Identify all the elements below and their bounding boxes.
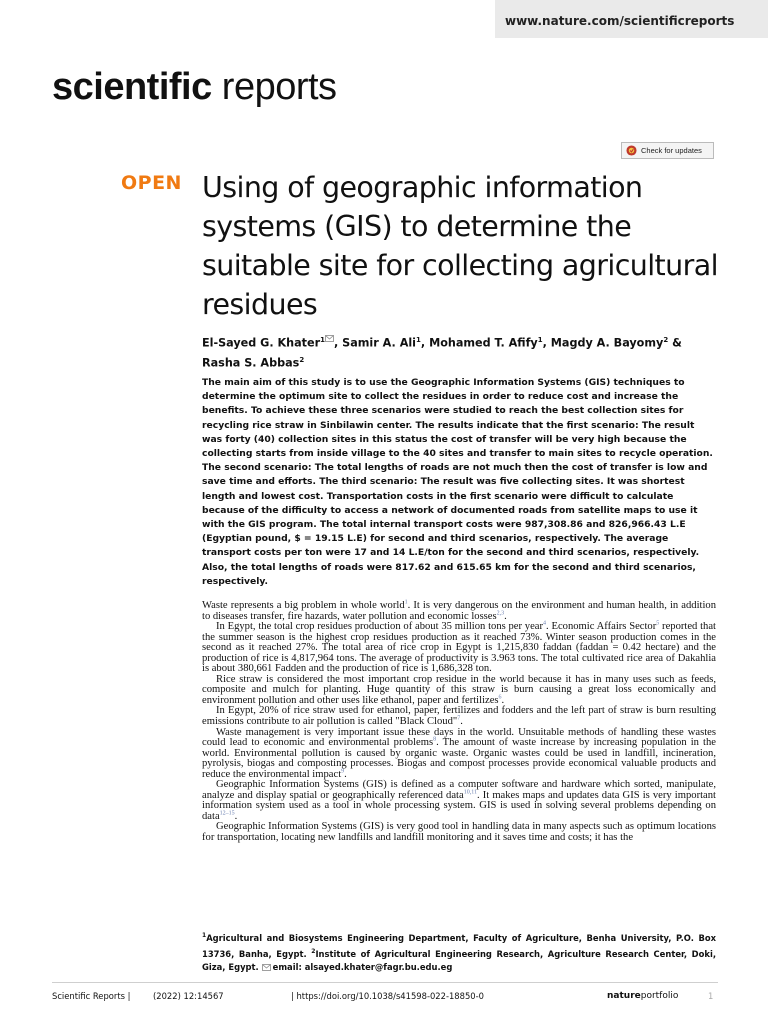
affiliations bbox=[202, 929, 716, 974]
brand-bold: nature bbox=[607, 991, 641, 1001]
body-paragraph: Geographic Information Systems (GIS) is defined as a computer software and hardware which sorted, manipulate, analyze and display spatial or geographically referenced data$^{10,11}$. It makes maps and updates data GIS is very important information system used as a tool in whole processing system. GIS is used in solving several problems depending on data$^{12-15}$. bbox=[202, 779, 717, 822]
author-name[interactable]: Mohamed T. Afify bbox=[429, 336, 538, 350]
brand-regular: portfolio bbox=[640, 991, 679, 1001]
body-paragraph: In Egypt, the total crop residues production of about 35 million tons per year$^4$. Economic Affairs Sector$^5$ reported that the summer season is the highest crop residues production as it reached 73%. Winter season production comes in the second as it reached 27%. The total area of rice crop in Egypt is 1,215,830 faddan (faddan = 0.42 hectare) and the production of rice is 4,817,964 tons. The average of productivity is 3.963 tons. The total cultivated rice area of Dakahlia is about 380,661 Fadden and the production of rice is 1,686,328 ton. bbox=[202, 620, 716, 675]
body-paragraph: Waste management is very important issue these days in the world. Unsuitable methods of handling these wastes could lead to economic and environmental problems$^8$. The amount of waste increase by increasing population in the world. Environmental pollution is caused by organic waste. Organic wastes could be used in landfill, incineration, pyrolysis, biogas and composting processes. Biogas and compost processes provide economical valuable products and reduce the environmental impact$^9$. bbox=[202, 726, 716, 780]
author-affil-sup: 2 bbox=[663, 336, 669, 344]
citation-link[interactable]: 10,11 bbox=[463, 789, 477, 796]
abstract: The main aim of this study is to use the Geographic Information Systems (GIS) techniques to determine the optimum site to collect the residues in order to reduce cost and increase the benefits. To achieve these three scenarios were studied to reach the best collection sites for recycling rice straw in Sinbilawin center. The results indicate that the first scenario: The result was forty (40) collection sites in this status the cost of transfer will be very high because the collecting starts from inside village to the 40 sites and transfer to main sites to recycle operation. The second scenario: The total lengths of roads are not much then the cost of transfer is low and save time and efforts. The third scenario: The result was five collecting sites. It was shortest length and lowest cost. Transportation costs in the first scenario were difficult to calculate because of the difficulty to access a network of documented roads from satellite maps to use it with the GIS program. The total internal transport costs were 987,308.86 and 826,966.43 L.E (Egyptian pound, $ = 19.15 L.E) for second and third scenarios, respectively. The average transport costs per ton were 17 and 14 L.E/ton for the second and third scenarios, respectively. Also, the total lengths of roads were 817.62 and 615.65 km for the second and third scenarios, respectively. bbox=[202, 377, 713, 587]
article-body bbox=[202, 601, 716, 844]
page-number: 1 bbox=[708, 991, 714, 1001]
journal-logo bbox=[52, 66, 337, 109]
citation-link[interactable]: 9 bbox=[341, 768, 345, 775]
nature-portfolio-logo bbox=[607, 991, 678, 1001]
footer-doi-link[interactable]: | https://doi.org/10.1038/s41598-022-18850-0 bbox=[291, 991, 484, 1001]
author-list: El-Sayed G. Khater$^1$ , Samir A. Ali$^1$, Mohamed T. Afify$^1$, Magdy A. Bayomy$^2$ & Rasha S. Abbas$^2$ bbox=[202, 336, 682, 370]
author-affil-sup: 1 bbox=[320, 336, 326, 344]
citation-link[interactable]: 8 bbox=[433, 736, 437, 743]
author-name[interactable]: El-Sayed G. Khater bbox=[202, 336, 321, 350]
citation-link[interactable]: 12–15 bbox=[219, 810, 235, 817]
affiliation-1: Agricultural and Biosystems Engineering Department, Faculty of Agriculture, Benha University, P.O. Box 13736, Banha, Egypt. bbox=[202, 932, 716, 959]
body-paragraph: Rice straw is considered the most important crop residue in the world because it has in many uses such as feeds, composite and mulch for planting. Huge quantity of this straw is burn causing a great loss economically and environment pollution and other uses like ethanol, paper and fertilizes$^6$. bbox=[202, 673, 716, 706]
journal-url-link[interactable]: www.nature.com/scientificreports bbox=[505, 14, 735, 28]
citation-link[interactable]: 4 bbox=[543, 620, 547, 627]
affil-sup: 1 bbox=[202, 932, 207, 939]
affiliation-2: Institute of Agricultural Engineering Research, Agriculture Research Center, Doki, Giza, Egypt. bbox=[202, 948, 716, 972]
corresponding-email-link[interactable]: email: alsayed.khater@fagr.bu.edu.eg bbox=[272, 961, 453, 972]
citation-link[interactable]: 5 bbox=[656, 620, 660, 627]
check-updates-icon bbox=[626, 145, 637, 156]
envelope-icon[interactable] bbox=[325, 335, 334, 342]
footer-journal: Scientific Reports | bbox=[52, 991, 131, 1001]
check-for-updates-button[interactable] bbox=[621, 142, 714, 159]
journal-name-bold: scientific bbox=[52, 66, 212, 108]
author-name[interactable]: Samir A. Ali bbox=[342, 336, 417, 350]
body-paragraph: In Egypt, 20% of rice straw used for ethanol, paper, fertilizes and fodders and the left part of straw is burn resulting emissions contribute to air pollution is called "Black Cloud"$^7$. bbox=[202, 705, 716, 728]
citation-link[interactable]: 6 bbox=[498, 694, 502, 701]
author-name[interactable]: Magdy A. Bayomy bbox=[550, 336, 664, 350]
author-affil-sup: 1 bbox=[537, 336, 543, 344]
affil-sup: 2 bbox=[311, 947, 316, 955]
citation-link[interactable]: 1 bbox=[404, 599, 408, 606]
body-paragraph: Geographic Information Systems (GIS) is very good tool in handling data in many aspects such as optimum locations for transportation, locating new landfills and landfill monitoring and it saves time and costs; it has the bbox=[202, 821, 716, 844]
author-affil-sup: 2 bbox=[299, 355, 305, 364]
check-updates-label: Check for updates bbox=[641, 146, 702, 155]
author-affil-sup: 1 bbox=[416, 336, 421, 344]
citation-link[interactable]: 7 bbox=[457, 715, 461, 722]
footer-divider bbox=[52, 982, 718, 983]
article-title: Using of geographic information systems (GIS) to determine the suitable site for collecting agricultural residues bbox=[202, 171, 718, 321]
journal-name-regular: reports bbox=[211, 66, 337, 108]
envelope-icon bbox=[262, 964, 271, 971]
open-access-badge: OPEN bbox=[121, 172, 182, 194]
body-paragraph: Waste represents a big problem in whole world$^1$. It is very dangerous on the environment and human health, in addition to diseases transfer, fire hazards, water pollution and economic losses$^{2,3}$. bbox=[202, 599, 717, 622]
citation-link[interactable]: 2,3 bbox=[496, 610, 505, 617]
author-name[interactable]: Rasha S. Abbas bbox=[202, 356, 300, 370]
footer-year-volume: (2022) 12:14567 bbox=[153, 991, 224, 1001]
